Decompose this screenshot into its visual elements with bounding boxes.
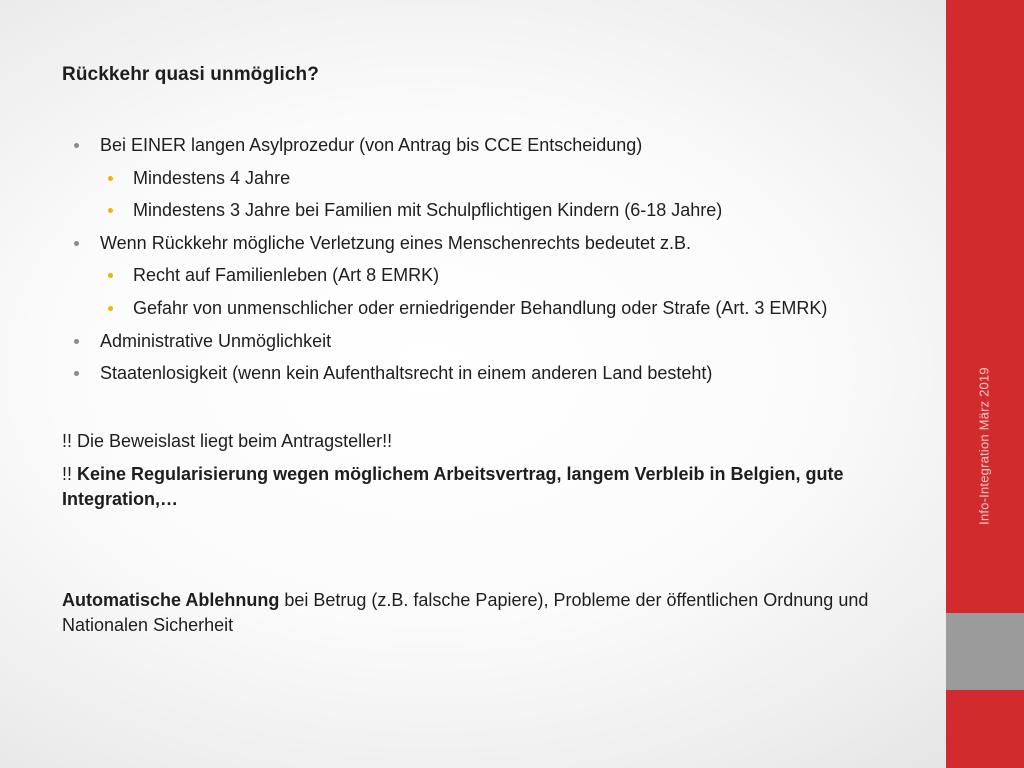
bullet-list (0, 134, 946, 395)
bullet-item: Administrative Unmöglichkeit (0, 330, 946, 363)
burden-of-proof-note: !! Die Beweislast liegt beim Antragsteller!! (62, 431, 393, 451)
bullet-item: Bei EINER langen Asylprozedur (von Antrag bis CCE Entscheidung) (0, 134, 946, 167)
bullet-item: Wenn Rückkehr mögliche Verletzung eines Menschenrechts bedeutet z.B. (0, 232, 946, 265)
sub-bullet-item: Recht auf Familienleben (Art 8 EMRK) (0, 264, 946, 297)
gray-accent-block (946, 613, 1024, 690)
automatic-rejection-note (62, 588, 942, 638)
no-regularisation-note (62, 462, 942, 512)
note-bold-text: Keine Regularisierung wegen möglichem Arbeitsvertrag, langem Verbleib in Belgien, gute Integration,… (62, 464, 844, 509)
bullet-item: Staatenlosigkeit (wenn kein Aufenthaltsrecht in einem anderen Land besteht) (0, 362, 946, 395)
note-rest-text: bei Betrug (z.B. falsche Papiere), Probleme der öffentlichen Ordnung und Nationalen Sicherheit (62, 590, 869, 635)
slide-title: Rückkehr quasi unmöglich? (62, 64, 319, 85)
sidebar-footer-label: Info-Integration März 2019 (976, 367, 992, 525)
sub-bullet-item: Mindestens 4 Jahre (0, 167, 946, 200)
sub-bullet-item: Mindestens 3 Jahre bei Familien mit Schulpflichtigen Kindern (6-18 Jahre) (0, 199, 946, 232)
note-bold-text: Automatische Ablehnung (62, 590, 280, 610)
note-prefix: !! (62, 464, 78, 484)
sub-bullet-item: Gefahr von unmenschlicher oder erniedrigender Behandlung oder Strafe (Art. 3 EMRK) (0, 297, 946, 330)
